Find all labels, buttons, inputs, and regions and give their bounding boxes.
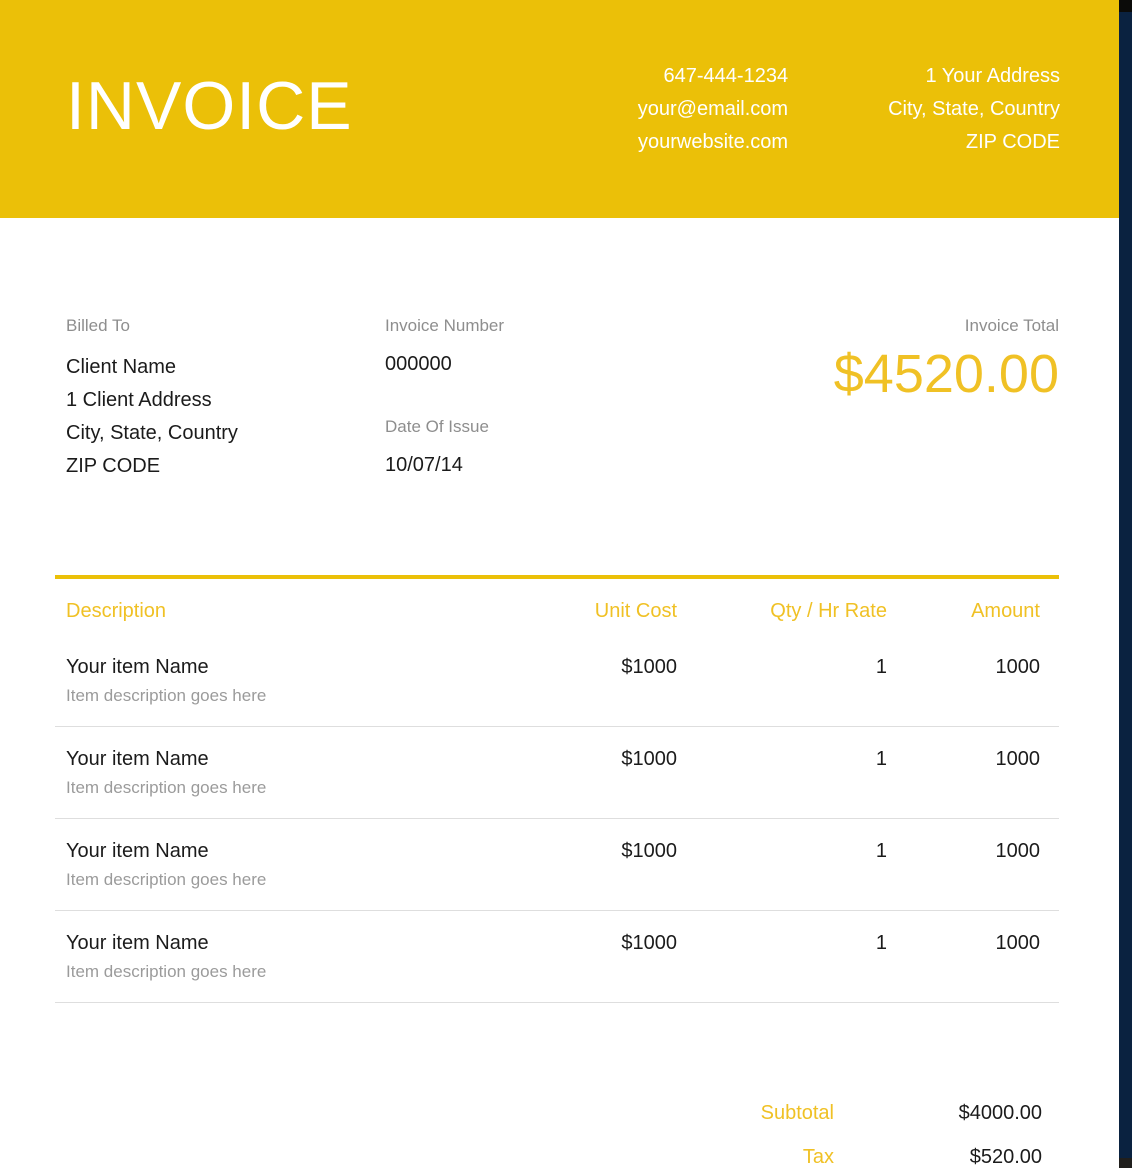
tax-label: Tax bbox=[802, 1146, 834, 1168]
viewer-edge-strip bbox=[1119, 0, 1132, 1168]
invoice-total-block bbox=[834, 315, 1059, 575]
header-unit-cost: Unit Cost bbox=[594, 600, 677, 622]
date-of-issue-value: 10/07/14 bbox=[385, 454, 463, 476]
item-amount: 1000 bbox=[995, 840, 1040, 862]
date-of-issue-label: Date Of Issue bbox=[385, 417, 489, 436]
item-description: Item description goes here bbox=[66, 778, 267, 797]
item-name: Your item Name bbox=[66, 748, 209, 770]
item-qty: 1 bbox=[875, 932, 887, 954]
item-unit-cost: $1000 bbox=[621, 656, 677, 678]
subtotal-row bbox=[0, 1101, 1042, 1126]
client-zip: ZIP CODE bbox=[66, 455, 161, 477]
subtotal-value: $4000.00 bbox=[958, 1102, 1042, 1124]
item-unit-cost: $1000 bbox=[621, 932, 677, 954]
item-description: Item description goes here bbox=[66, 870, 267, 889]
invoice-header bbox=[0, 0, 1119, 218]
tax-value: $520.00 bbox=[969, 1146, 1042, 1168]
client-name: Client Name bbox=[66, 356, 177, 378]
table-row bbox=[55, 911, 1059, 1003]
item-unit-cost: $1000 bbox=[621, 840, 677, 862]
item-qty: 1 bbox=[875, 840, 887, 862]
table-row bbox=[55, 727, 1059, 819]
client-address: 1 Client Address bbox=[66, 389, 212, 411]
invoice-meta-block bbox=[385, 315, 834, 575]
address-line2: City, State, Country bbox=[888, 98, 1060, 120]
invoice-title: INVOICE bbox=[66, 68, 353, 144]
contact-website: yourwebsite.com bbox=[638, 131, 789, 153]
invoice-number-label: Invoice Number bbox=[385, 316, 505, 335]
item-name: Your item Name bbox=[66, 656, 209, 678]
item-name: Your item Name bbox=[66, 932, 209, 954]
item-description: Item description goes here bbox=[66, 686, 267, 705]
table-row bbox=[55, 819, 1059, 911]
viewer-edge-top-cap bbox=[1119, 0, 1132, 12]
viewer-edge-bottom-cap bbox=[1119, 1158, 1132, 1168]
item-name: Your item Name bbox=[66, 840, 209, 862]
item-amount: 1000 bbox=[995, 748, 1040, 770]
invoice-total-label: Invoice Total bbox=[964, 316, 1059, 335]
contact-phone: 647-444-1234 bbox=[663, 65, 789, 87]
item-description: Item description goes here bbox=[66, 962, 267, 981]
header-amount: Amount bbox=[971, 600, 1040, 622]
subtotal-label: Subtotal bbox=[760, 1102, 834, 1124]
contact-column bbox=[638, 60, 788, 218]
invoice-total-amount: $4520.00 bbox=[833, 344, 1059, 404]
table-header-row bbox=[55, 579, 1059, 624]
header-qty: Qty / Hr Rate bbox=[770, 600, 887, 622]
contact-email: your@email.com bbox=[637, 98, 789, 120]
billed-to-label: Billed To bbox=[66, 316, 130, 335]
address-column bbox=[888, 60, 1060, 218]
table-row bbox=[55, 635, 1059, 727]
address-line3: ZIP CODE bbox=[965, 131, 1060, 153]
client-details bbox=[66, 351, 385, 483]
client-city: City, State, Country bbox=[66, 422, 238, 444]
item-qty: 1 bbox=[875, 748, 887, 770]
item-qty: 1 bbox=[875, 656, 887, 678]
header-description: Description bbox=[66, 600, 167, 622]
totals-section bbox=[0, 1003, 1119, 1168]
item-unit-cost: $1000 bbox=[621, 748, 677, 770]
item-amount: 1000 bbox=[995, 932, 1040, 954]
line-items-table bbox=[55, 575, 1059, 1003]
item-amount: 1000 bbox=[995, 656, 1040, 678]
invoice-number-value: 000000 bbox=[385, 353, 452, 375]
tax-row bbox=[0, 1145, 1042, 1168]
billed-to-block bbox=[66, 315, 385, 575]
address-line1: 1 Your Address bbox=[925, 65, 1060, 87]
billing-meta-section bbox=[0, 218, 1119, 575]
header-contact-block bbox=[638, 60, 1060, 218]
